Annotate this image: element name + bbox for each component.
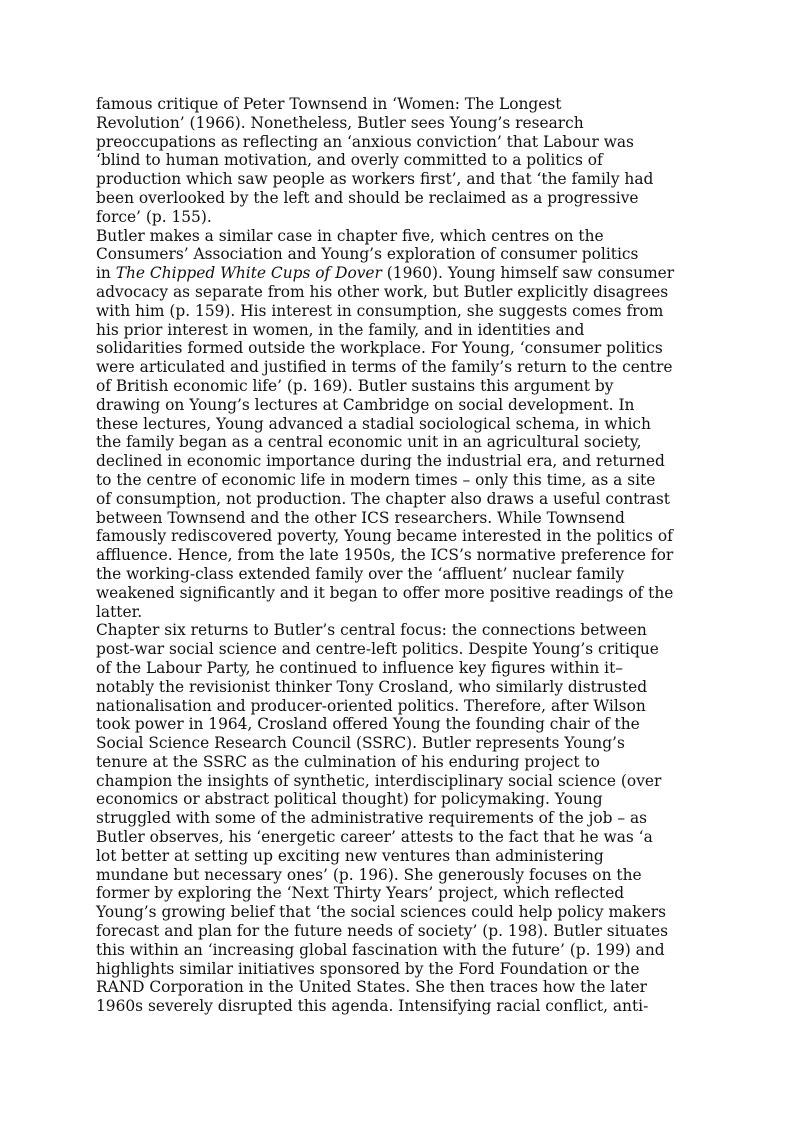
text-line: this within an ‘increasing global fascination with the future’ (p. 199) and <box>96 940 665 959</box>
text-line: took power in 1964, Crosland offered Young the founding chair of the <box>96 715 640 734</box>
text-line: highlights similar initiatives sponsored by the Ford Foundation or the <box>96 959 640 978</box>
text-line: of the Labour Party, he continued to influence key figures within it– <box>96 658 623 677</box>
text-line: RAND Corporation in the United States. She then traces how the later <box>96 978 647 997</box>
text-line: Consumers’ Association and Young’s exploration of consumer politics <box>96 245 639 264</box>
text-line: lot better at setting up exciting new ventures than administering <box>96 846 604 865</box>
text-line: advocacy as separate from his other work, but Butler explicitly disagrees <box>96 282 669 301</box>
text-line: preoccupations as reflecting an ‘anxious conviction’ that Labour was <box>96 132 634 151</box>
text-line: post-war social science and centre-left politics. Despite Young’s critique <box>96 640 659 659</box>
text-line: to the centre of economic life in modern times – only this time, as a site <box>96 470 656 489</box>
text-line: former by exploring the ‘Next Thirty Years’ project, which reflected <box>96 884 625 903</box>
text-line: famous critique of Peter Townsend in ‘Women: The Longest <box>96 95 562 113</box>
document-page <box>96 95 706 1016</box>
text-line: with him (p. 159). His interest in consumption, she suggests comes from <box>96 301 664 320</box>
text-line: of consumption, not production. The chapter also draws a useful contrast <box>96 489 670 508</box>
text-line: drawing on Young’s lectures at Cambridge on social development. In <box>96 395 635 414</box>
text-line: struggled with some of the administrative requirements of the job – as <box>96 809 648 828</box>
text-line: between Townsend and the other ICS researchers. While Townsend <box>96 508 625 527</box>
text-line: Butler observes, his ‘energetic career’ attests to the fact that he was ‘a <box>96 828 653 847</box>
text-line: been overlooked by the left and should be reclaimed as a progressive <box>96 188 639 207</box>
text-line: Revolution’ (1966). Nonetheless, Butler sees Young’s research <box>96 113 584 132</box>
text-line: mundane but necessary ones’ (p. 196). She generously focuses on the <box>96 865 642 884</box>
text-line: economics or abstract political thought) for policymaking. Young <box>96 790 603 809</box>
text-line: the working-class extended family over the ‘affluent’ nuclear family <box>96 564 625 583</box>
book-title: The Chipped White Cups of Dover <box>115 264 382 283</box>
text-line <box>96 264 706 283</box>
text-line: the family began as a central economic unit in an agricultural society, <box>96 433 642 452</box>
text-line: declined in economic importance during the industrial era, and returned <box>96 452 665 471</box>
text-line: these lectures, Young advanced a stadial sociological schema, in which <box>96 414 651 433</box>
text-line: production which saw people as workers first’, and that ‘the family had <box>96 170 654 189</box>
paragraph <box>96 95 706 227</box>
text-run: in <box>96 264 116 283</box>
text-line: notably the revisionist thinker Tony Crosland, who similarly distrusted <box>96 677 648 696</box>
text-line: tenure at the SSRC as the culmination of his enduring project to <box>96 752 600 771</box>
text-line: solidarities formed outside the workplace. For Young, ‘consumer politics <box>96 339 663 358</box>
text-line: Butler makes a similar case in chapter five, which centres on the <box>96 226 604 245</box>
text-line: Chapter six returns to Butler’s central focus: the connections between <box>96 621 647 640</box>
text-line: Young’s growing belief that ‘the social sciences could help policy makers <box>96 903 666 922</box>
paragraph <box>96 227 706 622</box>
text-line: were articulated and justified in terms of the family’s return to the centre <box>96 358 673 377</box>
text-line: ‘blind to human motivation, and overly committed to a politics of <box>96 151 603 170</box>
text-line: weakened significantly and it began to offer more positive readings of the <box>96 583 674 602</box>
text-line: nationalisation and producer-oriented politics. Therefore, after Wilson <box>96 696 646 715</box>
text-line: famously rediscovered poverty, Young became interested in the politics of <box>96 527 673 546</box>
text-line: champion the insights of synthetic, interdisciplinary social science (over <box>96 771 662 790</box>
text-line: force’ (p. 155). <box>96 207 212 226</box>
text-line: of British economic life’ (p. 169). Butler sustains this argument by <box>96 376 614 395</box>
text-line: latter. <box>96 602 143 621</box>
text-line: Social Science Research Council (SSRC). Butler represents Young’s <box>96 734 625 753</box>
text-run: (1960). Young himself saw consumer <box>381 264 675 283</box>
paragraph <box>96 621 706 1016</box>
text-line: 1960s severely disrupted this agenda. Intensifying racial conflict, anti- <box>96 997 649 1016</box>
text-line: forecast and plan for the future needs of society’ (p. 198). Butler situates <box>96 922 669 941</box>
text-line: affluence. Hence, from the late 1950s, the ICS’s normative preference for <box>96 546 674 565</box>
text-line: his prior interest in women, in the family, and in identities and <box>96 320 585 339</box>
